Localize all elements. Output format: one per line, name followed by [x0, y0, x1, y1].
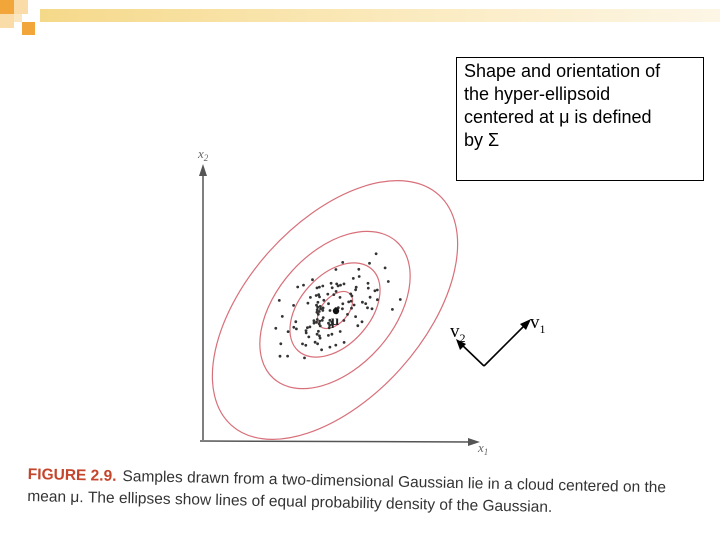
sample-point	[316, 318, 319, 321]
sample-point	[349, 293, 352, 296]
sample-point	[369, 296, 372, 299]
sample-point	[376, 298, 379, 301]
sample-point	[294, 320, 297, 323]
sample-point	[309, 326, 312, 329]
sample-point	[307, 302, 310, 305]
sample-point	[318, 286, 321, 289]
covariance-callout	[456, 57, 704, 181]
sample-point	[281, 315, 284, 318]
sample-point	[319, 305, 322, 308]
sample-point	[322, 316, 325, 319]
sample-point	[296, 286, 299, 289]
sample-point	[313, 319, 316, 322]
sample-point	[347, 301, 350, 304]
sample-point	[329, 309, 332, 312]
sample-point	[315, 304, 318, 307]
v1-vector	[484, 323, 527, 366]
sample-point	[327, 302, 330, 305]
sample-point	[311, 278, 314, 281]
sample-point	[318, 310, 321, 313]
v1-label: $v_1$	[530, 312, 546, 336]
sample-point	[306, 326, 309, 329]
sample-point	[355, 286, 358, 289]
sample-point	[368, 262, 371, 265]
sample-point	[301, 343, 304, 346]
sample-point	[304, 344, 307, 347]
sample-point	[364, 302, 367, 305]
callout-line-2: the hyper-ellipsoid	[464, 84, 611, 104]
sample-point	[387, 280, 390, 283]
sample-point	[318, 320, 321, 323]
sample-point	[346, 313, 349, 316]
callout-line-1: Shape and orientation of	[464, 61, 661, 81]
sample-point	[354, 288, 357, 291]
sample-point	[329, 346, 332, 349]
sample-point	[337, 285, 340, 288]
sample-point	[352, 277, 355, 280]
sample-point	[350, 300, 353, 303]
sample-point	[376, 289, 379, 292]
sample-point	[374, 289, 377, 292]
caption-lead: FIGURE 2.9.	[27, 465, 117, 485]
v2-vector	[460, 343, 484, 366]
sample-point	[307, 336, 310, 339]
sample-point	[327, 334, 330, 337]
sample-point	[316, 342, 319, 345]
sample-point	[367, 287, 370, 290]
sample-point	[356, 324, 359, 327]
sample-point	[361, 301, 364, 304]
sample-point	[371, 307, 374, 310]
y-axis-arrow	[199, 164, 207, 176]
sample-point	[317, 293, 320, 296]
sample-point	[278, 299, 281, 302]
caption-text: Samples drawn from a two-dimensional Gaussian lie in a cloud centered on the mean μ. The ellipses show lines of equal probability density of the Gaussian.	[27, 467, 667, 516]
sample-point	[295, 328, 298, 331]
sample-point	[321, 309, 324, 312]
sample-point	[315, 321, 318, 324]
sample-point	[343, 319, 346, 322]
sample-point	[274, 327, 277, 330]
sample-point	[302, 284, 305, 287]
sample-point	[366, 306, 369, 309]
sample-point	[339, 330, 342, 333]
mean-label: μ	[331, 314, 339, 329]
sample-point	[321, 285, 324, 288]
sample-point	[391, 308, 394, 311]
sample-point	[343, 283, 346, 286]
sample-point	[315, 294, 318, 297]
sample-point	[279, 342, 282, 345]
sample-point	[361, 320, 364, 323]
sample-point	[384, 267, 387, 270]
sample-point	[309, 296, 312, 299]
sample-point	[353, 304, 356, 307]
sample-point	[339, 284, 342, 287]
sample-point	[341, 261, 344, 264]
sample-point	[319, 325, 322, 328]
sample-point	[331, 286, 334, 289]
v2-label: $v_2$	[450, 321, 466, 345]
sample-point	[330, 282, 333, 285]
sample-point	[354, 315, 357, 318]
sample-point	[327, 322, 330, 325]
sample-point	[341, 302, 344, 305]
sample-point	[326, 293, 329, 296]
sample-point	[375, 252, 378, 255]
sample-point	[292, 326, 295, 329]
sample-point	[305, 332, 308, 335]
sample-point	[335, 268, 338, 271]
sample-point	[317, 301, 320, 304]
sample-point	[292, 304, 295, 307]
sample-point	[343, 341, 346, 344]
sample-point	[317, 330, 320, 333]
sample-point	[279, 355, 282, 358]
sample-point	[322, 307, 325, 310]
sample-point	[332, 293, 335, 296]
sample-point	[314, 341, 317, 344]
sample-point	[321, 319, 324, 322]
x-axis-label: $x_1$	[478, 440, 489, 457]
sample-point	[319, 337, 322, 340]
sample-point	[317, 313, 320, 316]
callout-line-4: by Σ	[464, 130, 500, 150]
sample-point	[320, 348, 323, 351]
x-axis	[200, 441, 472, 442]
sample-point	[350, 307, 353, 310]
sample-point	[316, 333, 319, 336]
sample-point	[357, 268, 360, 271]
sample-point	[322, 299, 325, 302]
sample-point	[286, 355, 289, 358]
sample-point	[341, 307, 344, 310]
sample-point	[287, 330, 290, 333]
sample-point	[316, 287, 319, 290]
callout-line-3: centered at μ is defined	[464, 107, 652, 127]
sample-point	[339, 296, 342, 299]
sample-point	[331, 333, 334, 336]
sample-point	[358, 275, 361, 278]
y-axis-label: $x_2$	[198, 146, 209, 163]
sample-point	[367, 282, 370, 285]
sample-point	[334, 344, 337, 347]
sample-point	[303, 357, 306, 360]
sample-point	[399, 298, 402, 301]
sample-point	[313, 322, 316, 325]
sample-point	[335, 290, 338, 293]
